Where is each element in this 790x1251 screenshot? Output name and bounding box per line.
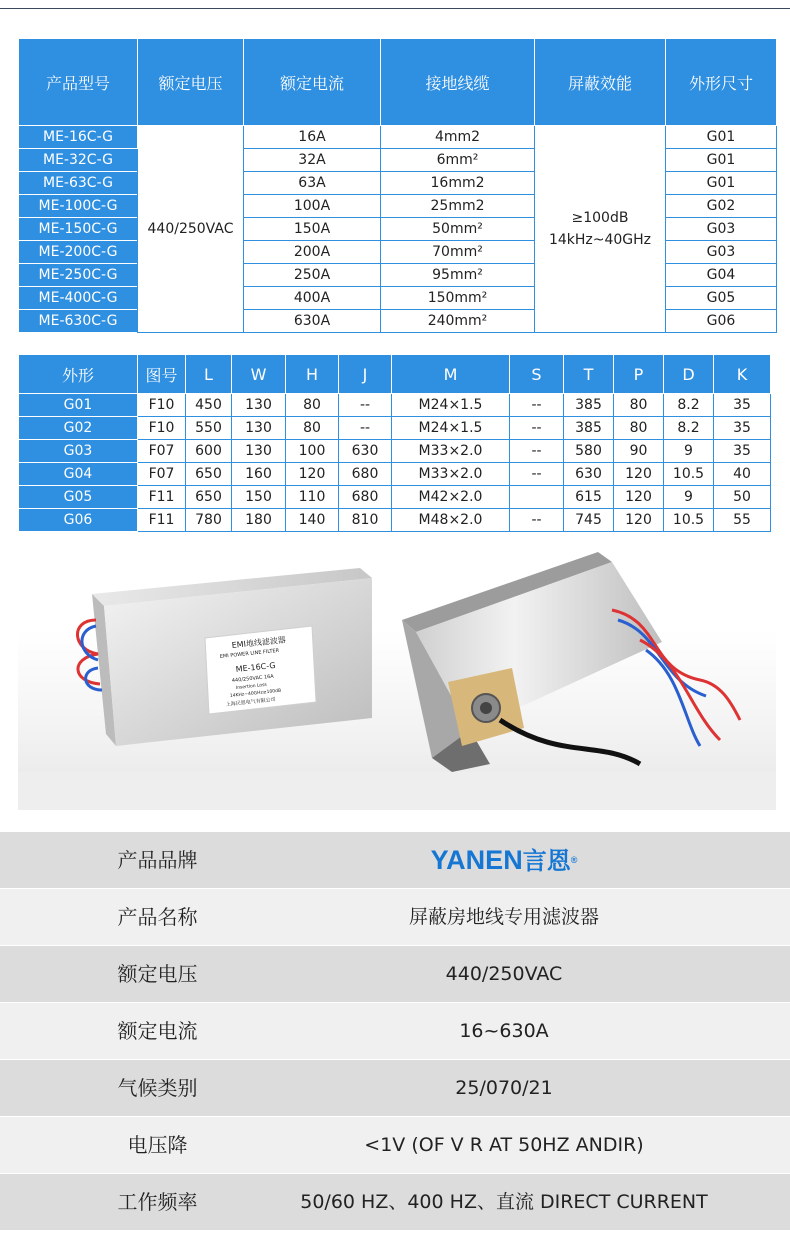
cable-cell: 16mm2 xyxy=(381,172,535,195)
label-maker: 上海民恩电气有限公司 xyxy=(225,696,276,708)
dim-cell: 9 xyxy=(664,440,714,463)
shielding-db: ≥100dB xyxy=(571,210,629,226)
dim-cell: -- xyxy=(339,417,392,440)
model-cell: ME-63C-G xyxy=(19,172,138,195)
photo-floor-band xyxy=(18,772,776,810)
label-rating: 440/250VAC 16A xyxy=(231,673,275,684)
spec-row xyxy=(0,1117,790,1173)
dim-cell: 100 xyxy=(286,440,339,463)
spec-label: 额定电压 xyxy=(117,962,198,986)
dim-cell: M33×2.0 xyxy=(392,440,510,463)
dim-header: H xyxy=(286,355,339,394)
dim-header: K xyxy=(714,355,771,394)
dim-cell: M42×2.0 xyxy=(392,486,510,509)
dim-header: L xyxy=(186,355,232,394)
spec-label: 产品名称 xyxy=(117,905,198,929)
dim-cell: -- xyxy=(510,509,564,532)
dim-cell: 35 xyxy=(714,417,771,440)
dim-cell: 630 xyxy=(564,463,614,486)
current-cell: 150A xyxy=(244,218,381,241)
dim-cell: 780 xyxy=(186,509,232,532)
table-row xyxy=(19,486,771,509)
cable-cell: 95mm² xyxy=(381,264,535,287)
dim-cell: 650 xyxy=(186,486,232,509)
dim-cell: 110 xyxy=(286,486,339,509)
spec-value: 440/250VAC xyxy=(445,963,563,985)
model-cell: ME-400C-G xyxy=(19,287,138,310)
top-divider xyxy=(0,8,790,9)
current-cell: 200A xyxy=(244,241,381,264)
dim-cell: 50 xyxy=(714,486,771,509)
current-cell: 630A xyxy=(244,310,381,333)
dim-cell: 150 xyxy=(232,486,286,509)
cable-cell: 70mm² xyxy=(381,241,535,264)
header-voltage: 额定电压 xyxy=(138,39,244,126)
dim-cell: 680 xyxy=(339,486,392,509)
dim-cell: 35 xyxy=(714,394,771,417)
spec-row xyxy=(0,1003,790,1059)
spec-label: 工作频率 xyxy=(117,1190,198,1214)
dim-cell: M24×1.5 xyxy=(392,394,510,417)
label-subtitle: EMI POWER LINE FILTER xyxy=(219,647,280,660)
dim-cell: 55 xyxy=(714,509,771,532)
shape-code-cell: G06 xyxy=(19,509,138,532)
dim-cell: 120 xyxy=(286,463,339,486)
cable-cell: 6mm² xyxy=(381,149,535,172)
dim-header: T xyxy=(564,355,614,394)
dim-cell: 80 xyxy=(286,394,339,417)
table-row xyxy=(19,417,771,440)
dim-cell: 550 xyxy=(186,417,232,440)
spec-value: 25/070/21 xyxy=(455,1077,553,1099)
dim-cell: 385 xyxy=(564,417,614,440)
spec-value: 50/60 HZ、400 HZ、直流 DIRECT CURRENT xyxy=(300,1191,708,1213)
dim-cell: 580 xyxy=(564,440,614,463)
cable-cell: 240mm² xyxy=(381,310,535,333)
model-cell: ME-200C-G xyxy=(19,241,138,264)
shape-cell: G01 xyxy=(666,149,777,172)
dim-cell: 8.2 xyxy=(664,394,714,417)
shape-code-cell: G01 xyxy=(19,394,138,417)
table-row xyxy=(19,440,771,463)
shape-cell: G01 xyxy=(666,126,777,149)
current-cell: 400A xyxy=(244,287,381,310)
dim-cell: F11 xyxy=(138,509,186,532)
spec-row xyxy=(0,889,790,945)
model-cell: ME-150C-G xyxy=(19,218,138,241)
spec-label: 额定电流 xyxy=(117,1019,198,1043)
voltage-cell: 440/250VAC xyxy=(138,126,244,333)
dim-cell: F07 xyxy=(138,463,186,486)
cable-cell: 150mm² xyxy=(381,287,535,310)
dim-cell: -- xyxy=(510,463,564,486)
model-cell: ME-100C-G xyxy=(19,195,138,218)
cable-cell: 4mm2 xyxy=(381,126,535,149)
dim-cell: 120 xyxy=(614,486,664,509)
shape-cell: G02 xyxy=(666,195,777,218)
table-row xyxy=(19,463,771,486)
shape-cell: G03 xyxy=(666,218,777,241)
spec-value: 16~630A xyxy=(459,1020,549,1042)
dim-cell: 650 xyxy=(186,463,232,486)
shape-code-cell: G03 xyxy=(19,440,138,463)
current-cell: 250A xyxy=(244,264,381,287)
label-title: EMI地线滤波器 xyxy=(231,635,287,650)
dim-cell: 80 xyxy=(614,417,664,440)
spec-label: 气候类别 xyxy=(117,1076,198,1100)
spec-row-brand xyxy=(0,832,790,888)
dim-cell: 9 xyxy=(664,486,714,509)
dim-cell: 120 xyxy=(614,463,664,486)
dim-cell: 630 xyxy=(339,440,392,463)
dim-cell: 130 xyxy=(232,440,286,463)
dim-header: 图号 xyxy=(138,355,186,394)
current-cell: 16A xyxy=(244,126,381,149)
dim-cell: 810 xyxy=(339,509,392,532)
spec-row xyxy=(0,946,790,1002)
shape-code-cell: G04 xyxy=(19,463,138,486)
dim-cell: M33×2.0 xyxy=(392,463,510,486)
brand-logo-cn: 言恩 xyxy=(522,847,571,875)
dim-cell: 10.5 xyxy=(664,509,714,532)
cable-cell: 25mm2 xyxy=(381,195,535,218)
model-spec-table xyxy=(18,38,777,333)
model-cell: ME-32C-G xyxy=(19,149,138,172)
dim-cell xyxy=(510,486,564,509)
brand-logo-mark: ® xyxy=(570,855,578,865)
spec-row xyxy=(0,1174,790,1230)
shape-cell: G01 xyxy=(666,172,777,195)
shape-code-cell: G05 xyxy=(19,486,138,509)
table-row xyxy=(19,126,777,149)
shielding-cell xyxy=(535,126,666,333)
current-cell: 100A xyxy=(244,195,381,218)
dim-cell: 40 xyxy=(714,463,771,486)
header-current: 额定电流 xyxy=(244,39,381,126)
spec-value: <1V (OF V R AT 50HZ ANDIR) xyxy=(364,1134,644,1156)
dim-cell: 80 xyxy=(286,417,339,440)
dim-cell: -- xyxy=(510,417,564,440)
dim-cell: 680 xyxy=(339,463,392,486)
dim-header: S xyxy=(510,355,564,394)
shielding-range: 14kHz~40GHz xyxy=(548,232,652,248)
shape-code-cell: G02 xyxy=(19,417,138,440)
dim-header: W xyxy=(232,355,286,394)
shape-cell: G03 xyxy=(666,241,777,264)
brand-logo-latin: YANEN xyxy=(430,845,523,875)
dim-header: 外形 xyxy=(19,355,138,394)
shape-cell: G06 xyxy=(666,310,777,333)
dim-cell: F07 xyxy=(138,440,186,463)
dim-cell: F10 xyxy=(138,417,186,440)
spec-label: 电压降 xyxy=(127,1133,188,1157)
label-model: ME-16C-G xyxy=(235,660,276,674)
dim-cell: 120 xyxy=(614,509,664,532)
product-photo xyxy=(0,550,790,820)
dim-cell: 615 xyxy=(564,486,614,509)
dim-cell: 130 xyxy=(232,394,286,417)
shape-cell: G05 xyxy=(666,287,777,310)
dim-header: D xyxy=(664,355,714,394)
dim-cell: 180 xyxy=(232,509,286,532)
dim-cell: 80 xyxy=(614,394,664,417)
header-shape: 外形尺寸 xyxy=(666,39,777,126)
current-cell: 32A xyxy=(244,149,381,172)
dim-cell: 35 xyxy=(714,440,771,463)
header-shielding: 屏蔽效能 xyxy=(535,39,666,126)
dim-cell: 450 xyxy=(186,394,232,417)
dimension-table xyxy=(18,354,771,532)
dim-cell: 10.5 xyxy=(664,463,714,486)
spec-label: 产品品牌 xyxy=(117,848,198,872)
table-row xyxy=(19,394,771,417)
dim-cell: 600 xyxy=(186,440,232,463)
cable-cell: 50mm² xyxy=(381,218,535,241)
spec-row xyxy=(0,1060,790,1116)
dim-cell: 140 xyxy=(286,509,339,532)
dim-cell: 160 xyxy=(232,463,286,486)
dim-cell: 385 xyxy=(564,394,614,417)
dim-cell: F10 xyxy=(138,394,186,417)
dim-cell: -- xyxy=(339,394,392,417)
current-cell: 63A xyxy=(244,172,381,195)
dim-header: M xyxy=(392,355,510,394)
dim-cell: F11 xyxy=(138,486,186,509)
dim-cell: 8.2 xyxy=(664,417,714,440)
header-cable: 接地线缆 xyxy=(381,39,535,126)
label-range: 14KHz~40GHz≥100dB xyxy=(229,688,282,699)
shape-cell: G04 xyxy=(666,264,777,287)
dim-header: J xyxy=(339,355,392,394)
model-cell: ME-16C-G xyxy=(19,126,138,149)
dim-cell: M24×1.5 xyxy=(392,417,510,440)
model-cell: ME-630C-G xyxy=(19,310,138,333)
dim-header: P xyxy=(614,355,664,394)
label-loss: Insertion Loss xyxy=(235,682,268,691)
dim-cell: 130 xyxy=(232,417,286,440)
model-cell: ME-250C-G xyxy=(19,264,138,287)
dim-cell: 90 xyxy=(614,440,664,463)
spec-list xyxy=(0,832,790,1231)
table-row xyxy=(19,509,771,532)
dim-cell: -- xyxy=(510,440,564,463)
header-model: 产品型号 xyxy=(19,39,138,126)
dim-cell: M48×2.0 xyxy=(392,509,510,532)
dim-cell: 745 xyxy=(564,509,614,532)
dim-cell: -- xyxy=(510,394,564,417)
spec-value: 屏蔽房地线专用滤波器 xyxy=(408,906,599,928)
brand-logo xyxy=(230,832,778,888)
